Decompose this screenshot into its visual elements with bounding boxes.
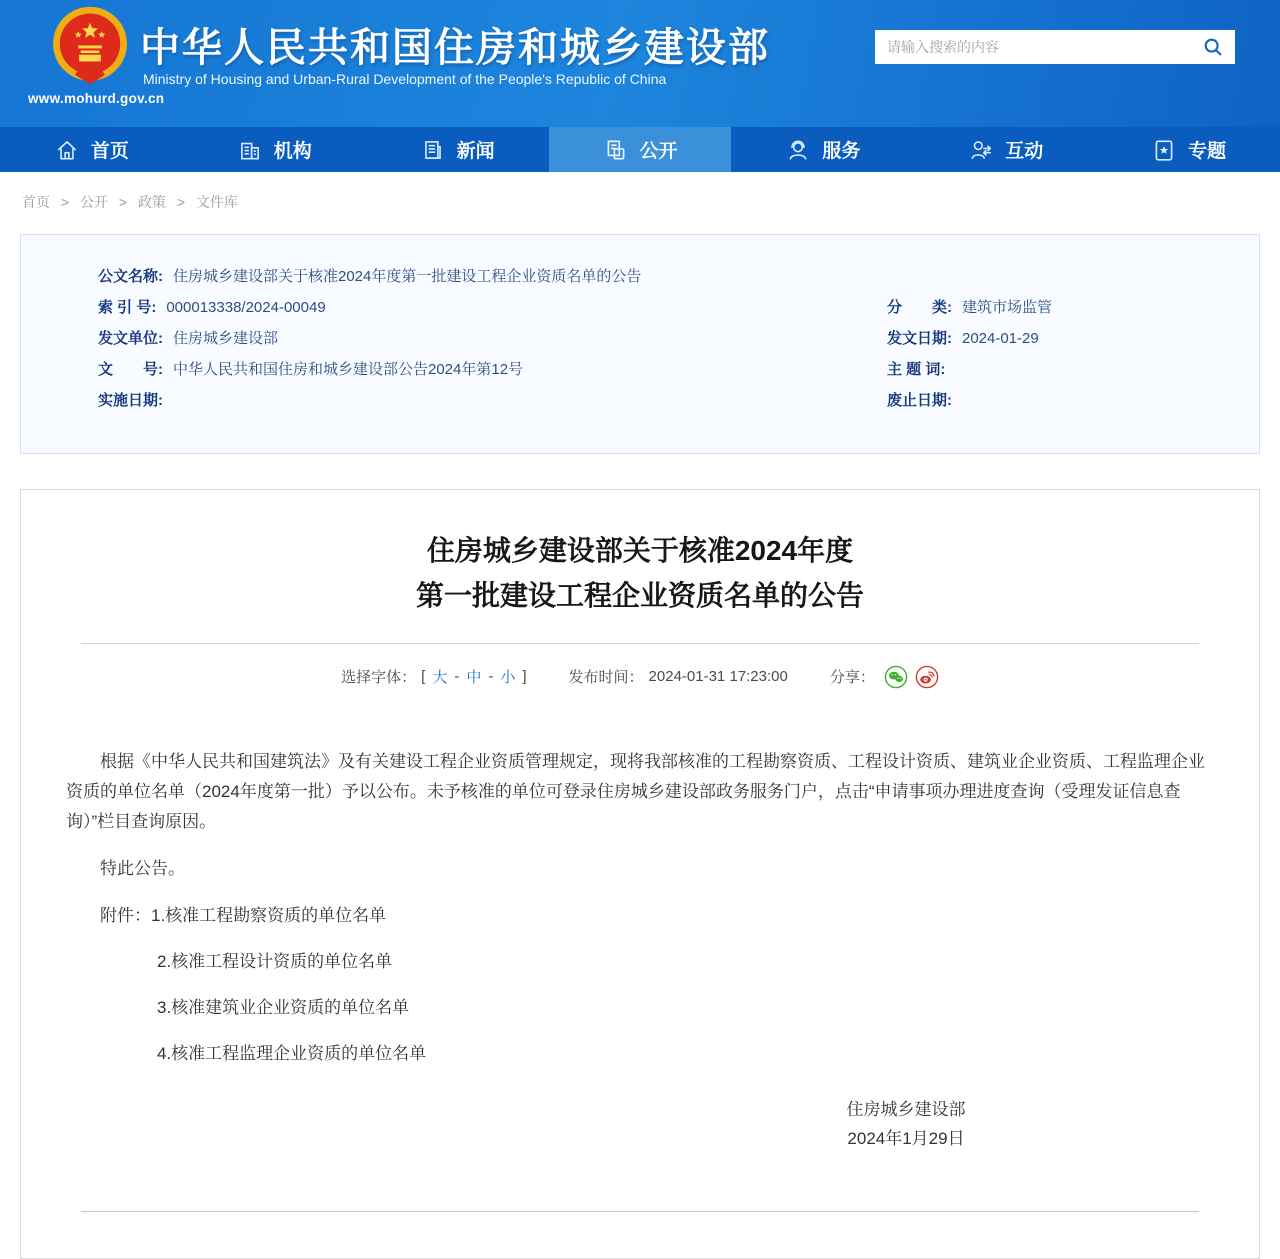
meta-row-repeal-date — [887, 385, 1259, 416]
breadcrumb-home[interactable]: 首页 — [22, 194, 50, 210]
meta-label: 发文日期: — [887, 330, 952, 347]
nav-item-news[interactable] — [366, 127, 549, 172]
bracket: ] — [522, 668, 527, 686]
nav-label: 服务 — [822, 141, 861, 162]
meta-label: 实施日期: — [98, 392, 163, 409]
signature-organization: 住房城乡建设部 — [846, 1099, 966, 1119]
interaction-icon — [968, 137, 994, 163]
search-button[interactable] — [1191, 30, 1235, 64]
site-title: 中华人民共和国住房和城乡建设部 — [140, 26, 770, 70]
attachment-item[interactable]: 1.核准工程勘察资质的单位名单 — [151, 905, 387, 925]
site-url: www.mohurd.gov.cn — [28, 91, 165, 106]
title-divider — [81, 643, 1199, 644]
nav-label: 机构 — [273, 141, 312, 162]
font-size-large-button[interactable]: 大 — [432, 669, 448, 687]
meta-label: 分 类: — [887, 299, 952, 316]
search-input[interactable] — [875, 39, 1191, 55]
nav-label: 互动 — [1005, 141, 1044, 162]
breadcrumb-separator: > — [60, 194, 70, 210]
service-icon — [785, 137, 811, 163]
breadcrumb-separator: > — [118, 194, 128, 210]
signature-date: 2024年1月29日 — [847, 1128, 965, 1148]
separator: - — [454, 668, 460, 686]
nav-label: 首页 — [90, 141, 129, 162]
nav-item-interaction[interactable] — [914, 127, 1097, 172]
breadcrumb-separator: > — [176, 194, 186, 210]
search-icon — [1202, 36, 1224, 58]
nav-item-disclosure[interactable] — [549, 127, 732, 172]
weibo-share-icon[interactable] — [915, 665, 939, 689]
site-header — [0, 0, 1280, 127]
attachments-list — [66, 901, 1214, 1069]
body-paragraph: 根据《中华人民共和国建筑法》及有关建设工程企业资质管理规定，现将我部核准的工程勘察资质、工程设计资质、建筑业企业资质、工程监理企业资质的单位名单（2024年度第一批）予以公布。未予核准的单位可登录住房城乡建设部政务服务门户，点击“申请事项办理进度查询（受理发证信息查询）”栏目查询原因。 — [66, 751, 1205, 831]
meta-value: 000013338/2024-00049 — [166, 299, 326, 316]
meta-row-subject-words — [887, 354, 1259, 385]
news-icon — [420, 137, 446, 163]
breadcrumb-policy[interactable]: 政策 — [137, 194, 166, 210]
meta-label: 公文名称: — [98, 268, 163, 285]
topics-icon — [1151, 137, 1177, 163]
nav-label: 公开 — [639, 141, 678, 162]
meta-value: 住房城乡建设部 — [173, 330, 279, 347]
nav-item-service[interactable] — [731, 127, 914, 172]
meta-row-implementation-date — [98, 385, 887, 416]
meta-value: 2024-01-29 — [962, 330, 1039, 347]
attachment-item[interactable]: 4.核准工程监理企业资质的单位名单 — [157, 1043, 427, 1063]
signature-block — [791, 1095, 1021, 1153]
disclosure-icon — [603, 137, 629, 163]
breadcrumb-disclosure[interactable]: 公开 — [79, 194, 108, 210]
separator: - — [488, 668, 494, 686]
breadcrumb-library[interactable]: 文件库 — [195, 194, 238, 210]
meta-row-index-number — [98, 292, 887, 323]
article-meta-row — [21, 665, 1259, 689]
wechat-share-icon[interactable] — [884, 665, 908, 689]
nav-item-home[interactable] — [0, 127, 183, 172]
closing-paragraph: 特此公告。 — [100, 858, 185, 878]
share-label: 分享： — [829, 669, 875, 687]
article-body — [66, 747, 1214, 1153]
breadcrumb — [22, 192, 1280, 212]
meta-label: 文 号: — [98, 361, 163, 378]
search-bar — [875, 30, 1235, 64]
document-metadata-box — [20, 234, 1260, 454]
site-title-english: Ministry of Housing and Urban-Rural Development of the People's Republic of China — [143, 71, 667, 87]
nav-item-topics[interactable] — [1097, 127, 1280, 172]
attachments-label: 附件： — [100, 905, 151, 925]
meta-row-issuing-unit — [98, 323, 887, 354]
bottom-divider — [81, 1211, 1199, 1212]
meta-value: 建筑市场监管 — [962, 299, 1053, 316]
national-emblem-logo — [44, 6, 136, 90]
nav-label: 新闻 — [456, 141, 495, 162]
share-icons — [884, 665, 939, 689]
meta-row-category — [887, 292, 1259, 323]
home-icon — [54, 137, 80, 163]
meta-row-issue-date — [887, 323, 1259, 354]
meta-label: 主 题 词: — [887, 361, 946, 378]
attachment-item[interactable]: 2.核准工程设计资质的单位名单 — [157, 951, 393, 971]
article-title — [21, 528, 1259, 619]
nav-label: 专题 — [1188, 141, 1227, 162]
publish-time-label: 发布时间： — [568, 669, 644, 687]
meta-value: 中华人民共和国住房和城乡建设部公告2024年第12号 — [173, 361, 524, 378]
font-size-label: 选择字体： — [341, 669, 417, 687]
main-nav — [0, 127, 1280, 172]
meta-row-doc-number — [98, 354, 887, 385]
font-size-medium-button[interactable]: 中 — [466, 669, 482, 687]
meta-label: 发文单位: — [98, 330, 163, 347]
article-title-line2: 第一批建设工程企业资质名单的公告 — [415, 580, 864, 612]
organization-icon — [237, 137, 263, 163]
meta-label: 废止日期: — [887, 392, 952, 409]
article-panel — [20, 489, 1260, 1259]
meta-value: 住房城乡建设部关于核准2024年度第一批建设工程企业资质名单的公告 — [173, 268, 642, 285]
article-title-line1: 住房城乡建设部关于核准2024年度 — [426, 535, 854, 566]
bracket: [ — [421, 668, 426, 686]
meta-row-doc-name — [21, 261, 1259, 292]
attachment-item[interactable]: 3.核准建筑业企业资质的单位名单 — [157, 997, 410, 1017]
nav-item-organization[interactable] — [183, 127, 366, 172]
meta-label: 索 引 号: — [98, 299, 157, 316]
publish-time-value: 2024-01-31 17:23:00 — [648, 668, 788, 686]
font-size-small-button[interactable]: 小 — [500, 669, 516, 687]
